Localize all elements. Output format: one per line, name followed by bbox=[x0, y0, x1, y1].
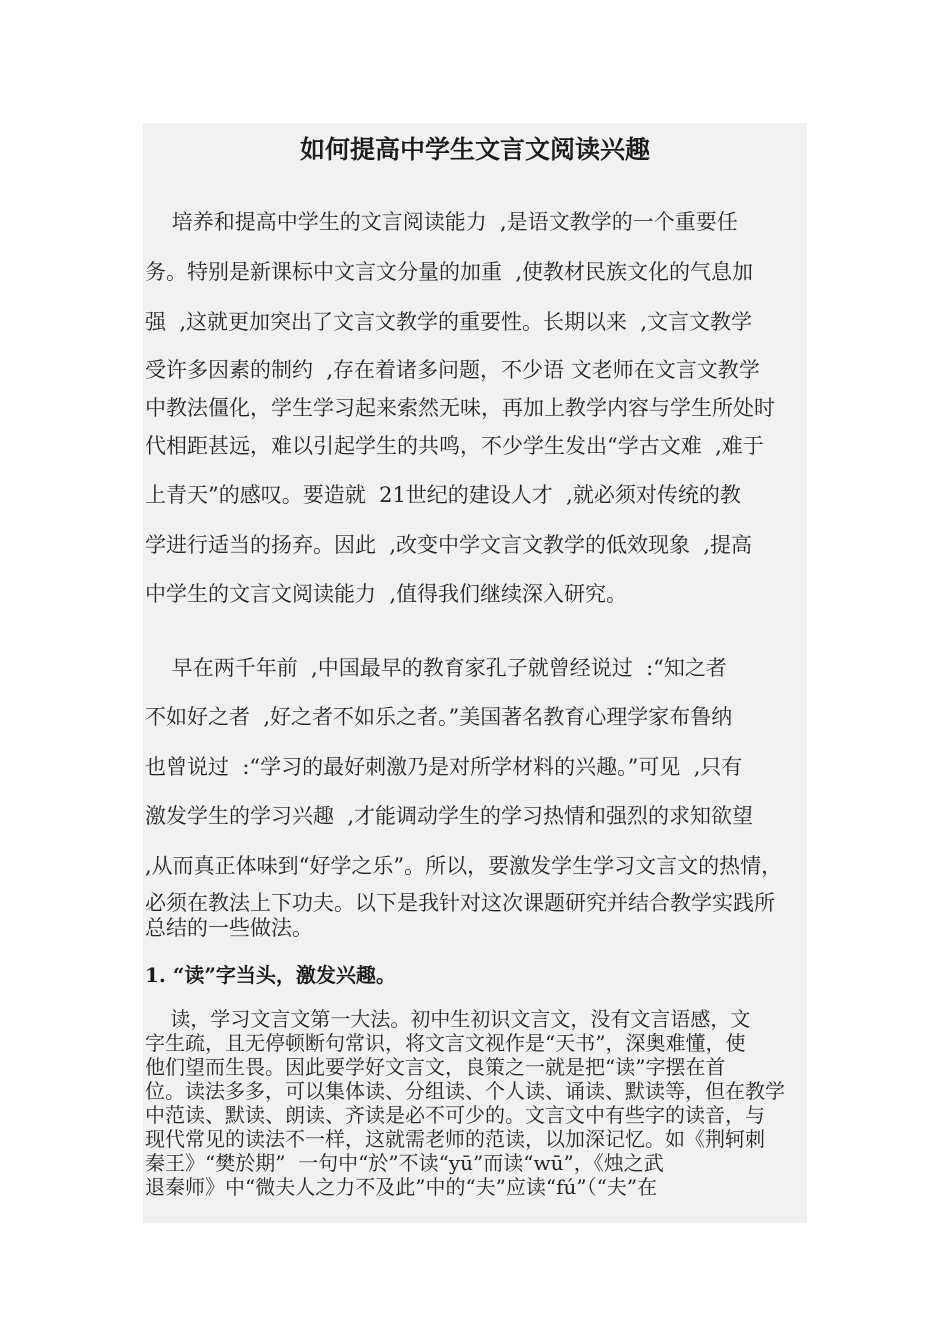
paragraph-1-line: 中教法僵化，学生学习起来索然无味，再加上教学内容与学生所处时 bbox=[145, 396, 775, 420]
paragraph-2-line: 必须在教法上下功夫。以下是我针对这次课题研究并结合教学实践所 bbox=[145, 891, 775, 915]
paragraph-1-line: 上青天”的感叹。要造就 21世纪的建设人才 ,就必须对传统的教 bbox=[145, 483, 741, 507]
paragraph-3-line: 中范读、默读、朗读、齐读是必不可少的。文言文中有些字的读音，与 bbox=[145, 1103, 765, 1127]
paragraph-3-line: 读，学习文言文第一大法。初中生初识文言文，没有文言语感，文 bbox=[145, 1007, 751, 1031]
paragraph-1-line: 培养和提高中学生的文言阅读能力 ,是语文教学的一个重要任 bbox=[145, 210, 738, 234]
paragraph-3-line: 他们望而生畏。因此要学好文言文，良策之一就是把“读”字摆在首 bbox=[145, 1055, 726, 1079]
paragraph-1-line: 强 ,这就更加突出了文言文教学的重要性。长期以来 ,文言文教学 bbox=[145, 310, 753, 334]
paragraph-2-line: 激发学生的学习兴趣 ,才能调动学生的学习热情和强烈的求知欲望 bbox=[145, 804, 754, 828]
paragraph-3-line: 秦王》“樊於期” 一句中“於”不读“yū”而读“wū”，《烛之武 bbox=[145, 1151, 664, 1175]
paragraph-2-line: 不如好之者 ,好之者不如乐之者。”美国著名教育心理学家布鲁纳 bbox=[145, 705, 733, 729]
paragraph-2-line: 早在两千年前 ,中国最早的教育家孔子就曾经说过 :“知之者 bbox=[145, 656, 727, 680]
paragraph-3-line: 现代常见的读法不一样，这就需老师的范读，以加深记忆。如《荆轲刺 bbox=[145, 1127, 765, 1151]
paragraph-2-line: 也曾说过 :“学习的最好刺激乃是对所学材料的兴趣。”可见 ,只有 bbox=[145, 755, 743, 779]
paragraph-1-line: 学进行适当的扬弃。因此 ,改变中学文言文教学的低效现象 ,提高 bbox=[145, 533, 753, 557]
paragraph-2-line: 总结的一些做法。 bbox=[145, 916, 313, 940]
paragraph-3-line: 字生疏，且无停顿断句常识，将文言文视作是“天书”，深奥难懂，使 bbox=[145, 1031, 746, 1055]
paragraph-3-line: 位。读法多多，可以集体读、分组读、个人读、诵读、默读等，但在教学 bbox=[145, 1079, 785, 1103]
paragraph-1-line: 受许多因素的制约 ,存在着诸多问题，不少语 文老师在文言文教学 bbox=[145, 358, 760, 382]
paragraph-1-line: 务。特别是新课标中文言文分量的加重 ,使教材民族文化的气息加 bbox=[145, 260, 754, 284]
document-title: 如何提高中学生文言文阅读兴趣 bbox=[299, 135, 650, 164]
paragraph-2-line: ,从而真正体味到“好学之乐”。所以，要激发学生学习文言文的热情， bbox=[145, 854, 783, 878]
paragraph-3-line: 退秦师》中“微夫人之力不及此”中的“夫”应读“fú”（“夫”在 bbox=[145, 1175, 658, 1199]
paragraph-1-line: 代相距甚远，难以引起学生的共鸣，不少学生发出“学古文难 ,难于 bbox=[145, 434, 764, 458]
section-heading: 1. “读”字当头，激发兴趣。 bbox=[145, 963, 396, 987]
paragraph-1-line: 中学生的文言文阅读能力 ,值得我们继续深入研究。 bbox=[145, 582, 628, 606]
